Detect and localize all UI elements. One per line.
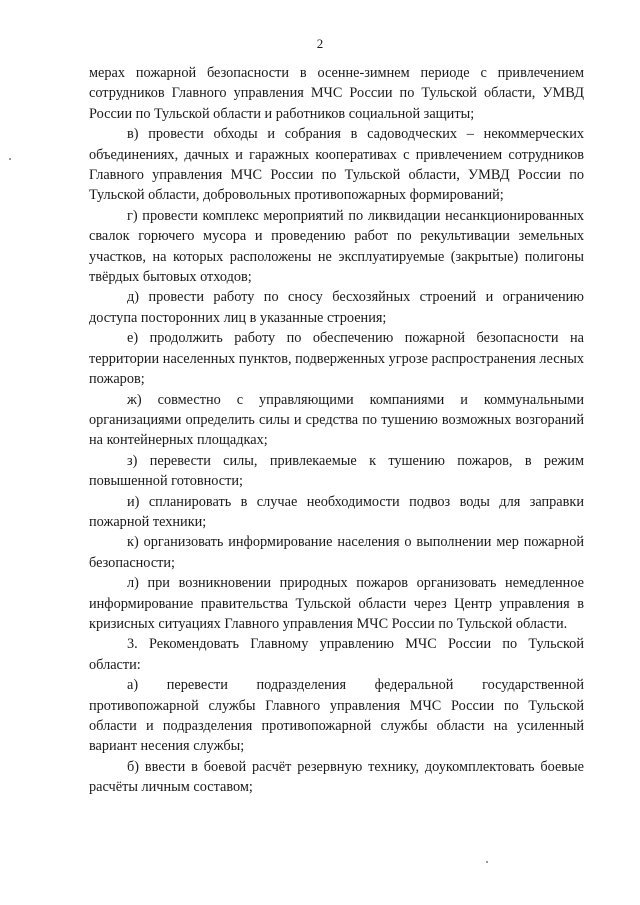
paragraph-item-i: и) спланировать в случае необходимости подвоз воды для заправки пожарной техники;	[89, 493, 584, 530]
paragraph-item-a: а) перевести подразделения федеральной государственной противопожарной службы Главного управления МЧС России по Тульской области и подразделения противопожарной службы области на усиленный вариант несения службы;	[89, 677, 584, 755]
paragraph-item-b: б) ввести в боевой расчёт резервную технику, доукомплектовать боевые расчёты личным составом;	[89, 758, 584, 796]
paragraph-continuation: мерах пожарной безопасности в осенне-зимнем периоде с привлечением сотрудников Главного управления МЧС России по Тульской области, УМВД России по Тульской области и работников социальной защиты;	[89, 65, 584, 122]
paragraph-item-d: д) провести работу по сносу бесхозяйных строений и ограничению доступа посторонних лиц в указанные строения;	[89, 289, 584, 326]
paragraph-item-k: к) организовать информирование населения о выполнении мер пожарной безопасности;	[89, 534, 584, 571]
paragraph-item-l: л) при возникновении природных пожаров организовать немедленное информирование правительства Тульской области через Центр управления в кризисных ситуациях Главного управления МЧС России по Тульской области.	[89, 575, 584, 632]
paragraph-item-g: г) провести комплекс мероприятий по ликвидации несанкционированных свалок горючего мусора и проведению работ по рекультивации земельных участков, на которых расположены не эксплуатируемые (закрытые) полигоны твёрдых бытовых отходов;	[89, 207, 584, 286]
paragraph-section-3: 3. Рекомендовать Главному управлению МЧС России по Тульской области:	[89, 636, 584, 673]
page-number: 2	[316, 36, 324, 51]
scan-artifact	[9, 158, 11, 160]
paragraph-item-zh: ж) совместно с управляющими компаниями и коммунальными организациями определить силы и средства по тушению возможных возгораний на контейнерных площадках;	[89, 391, 584, 449]
paragraph-item-v: в) провести обходы и собрания в садоводческих – некоммерческих объединениях, дачных и гаражных кооперативах с привлечением сотрудников Главного управления МЧС России по Тульской области, УМВД России по Тульской области, добровольных противопожарных формирований;	[89, 126, 584, 204]
document-body	[89, 63, 584, 798]
scan-artifact	[486, 861, 488, 863]
paragraph-item-e: е) продолжить работу по обеспечению пожарной безопасности на территории населенных пунктов, подверженных угрозе распространения лесных пожаров;	[89, 330, 584, 388]
paragraph-item-z: з) перевести силы, привлекаемые к тушению пожаров, в режим повышенной готовности;	[89, 452, 584, 490]
